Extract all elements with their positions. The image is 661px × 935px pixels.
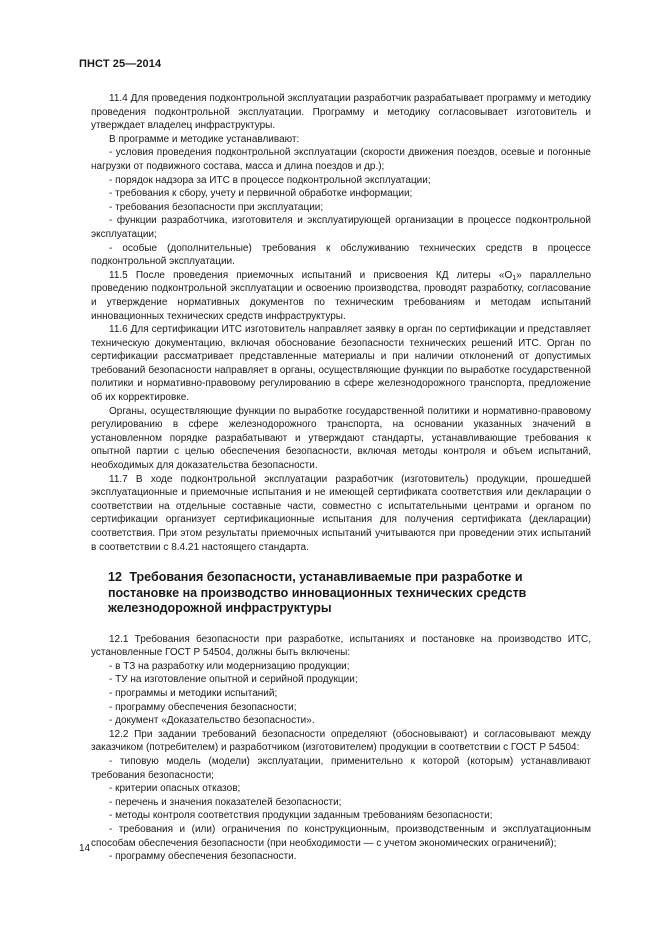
- list-item: - программы и методики испытаний;: [109, 688, 278, 700]
- document-body: [91, 92, 591, 864]
- list-item: - в ТЗ на разработку или модернизацию продукции;: [109, 660, 350, 672]
- document-header: ПНСТ 25—2014: [79, 58, 162, 70]
- list-item: - требования к сбору, учету и первичной обработке информации;: [109, 188, 413, 200]
- paragraph: Органы, осуществляющие функции по выработке государственной политики и нормативно-правовому регулированию в сфере железнодорожного транспорта, на основании указанных значений в установленном порядке разрабатывают и утверждают стандарты, устанавливающие требования к опытной партии с целью обеспечения безопасности, включая методы контроля и объем испытаний, необходимых для доказательства безопасности.: [91, 405, 591, 472]
- paragraph: 11.7 В ходе подконтрольной эксплуатации разработчик (изготовитель) продукции, прошедшей эксплуатационные и приемочные испытания и не имеющей сертификата соответствия или декларации о соответствии на отдельные составные части, совместно с испытательными центрами и органом по сертификации организует сертификационные испытания для получения сертификата (декларации) соответствия. При этом результаты приемочных испытаний учитываются при проведении этих испытаний в соответствии с 8.4.21 настоящего стандарта.: [91, 473, 591, 553]
- subscript: 1: [512, 274, 517, 282]
- list-item: - типовую модель (модели) эксплуатации, применительно к которой (которым) устанавливают требования безопасности;: [91, 756, 591, 781]
- list-item: - программу обеспечения безопасности;: [109, 701, 297, 713]
- paragraph-11-5: [91, 269, 591, 323]
- list-item: - критерии опасных отказов;: [109, 783, 241, 795]
- page-number: 14: [79, 843, 91, 854]
- section-heading: [91, 570, 591, 617]
- section-number: 12: [108, 570, 122, 585]
- list-item: - функции разработчика, изготовителя и эксплуатирующей организации в процессе подконтрольной эксплуатации;: [91, 215, 591, 240]
- list-item: - особые (дополнительные) требования к обслуживанию технических средств в процессе подконтрольной эксплуатации.: [91, 242, 591, 268]
- list-item: - методы контроля соответствия продукции заданным требованиям безопасности;: [109, 810, 493, 822]
- paragraph: 11.4 Для проведения подконтрольной эксплуатации разработчик разрабатывает программу и методику проведения подконтрольной эксплуатации. Программу и методику согласовывает изготовитель и утверждает владелец инфраструктуры.: [91, 93, 591, 132]
- list-item: - ТУ на изготовление опытной и серийной продукции;: [109, 674, 358, 686]
- list-item: - программу обеспечения безопасности.: [109, 851, 297, 863]
- list-item: - требования безопасности при эксплуатации;: [109, 201, 324, 213]
- paragraph: 12.2 При задании требований безопасности определяют (обосновывают) и согласовывают между заказчиком (потребителем) и разработчиком (изготовителем) продукции в соответствии с ГОСТ Р 54504:: [91, 728, 591, 754]
- text-fragment: » параллельно проведению подконтрольной эксплуатации и освоению производства, проводят разработку, согласование и утверждение нормативных документов по техническим требованиям и методам испытаний инновационных технических средств инфраструктуры.: [91, 269, 591, 322]
- paragraph: 12.1 Требования безопасности при разработке, испытаниях и постановке на производство ИТС, установленные ГОСТ Р 54504, должны быть включены:: [91, 633, 591, 659]
- list-item: - порядок надзора за ИТС в процессе подконтрольной эксплуатации;: [109, 174, 431, 186]
- list-item: - условия проведения подконтрольной эксплуатации (скорости движения поездов, осевые и погонные нагрузки от подвижного состава, масса и длина поездов и др.);: [91, 147, 591, 172]
- list-item: - перечень и значения показателей безопасности;: [109, 796, 342, 808]
- section-title: Требования безопасности, устанавливаемые при разработке и постановке на производство инновационных технических средств железнодорожной инфраструктуры: [108, 570, 527, 616]
- paragraph: 11.6 Для сертификации ИТС изготовитель направляет заявку в орган по сертификации и представляет техническую документацию, включая обоснование безопасности технических решений ИТС. Орган по сертификации рассматривает представленные материалы и при наличии отклонений от допустимых требований безопасности направляет в органы, осуществляющие функции по выработке государственной политики и нормативно-правовому регулированию в сфере железнодорожного транспорта, предложение об их корректировке.: [91, 324, 591, 404]
- list-item: - документ «Доказательство безопасности».: [109, 715, 315, 727]
- paragraph: В программе и методике устанавливают:: [109, 133, 300, 145]
- list-item: - требования и (или) ограничения по конструкционным, производственным и эксплуатационным способам обеспечения безопасности (при необходимости — с учетом экономических ограничений);: [91, 824, 591, 849]
- text-fragment: 11.5 После проведения приемочных испытаний и присвоения КД литеры «О: [109, 269, 513, 281]
